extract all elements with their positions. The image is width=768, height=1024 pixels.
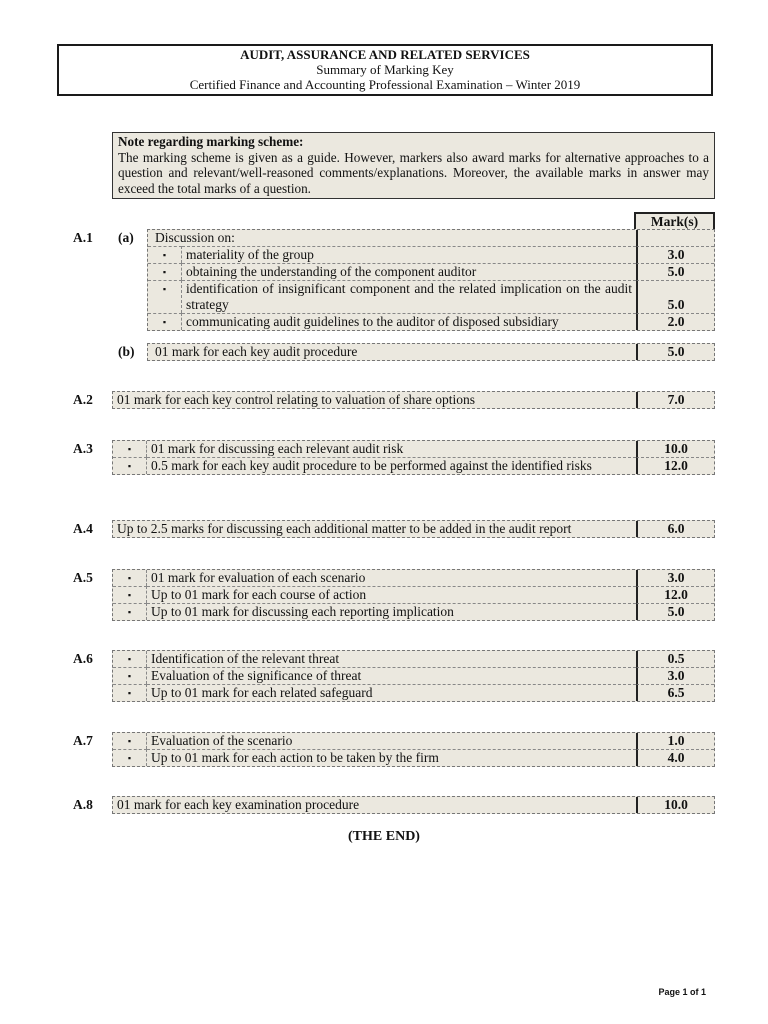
criterion-text: identification of insignificant component and the related implication on the audit strategy: [182, 280, 636, 313]
criterion-text: 01 mark for each key examination procedure: [117, 797, 360, 812]
mark-value: 5.0: [636, 603, 714, 620]
question-label-a3: A.3: [73, 441, 93, 456]
marking-table-a2: [112, 391, 715, 409]
criterion-text: communicating audit guidelines to the auditor of disposed subsidiary: [182, 313, 636, 330]
criterion-text: Evaluation of the scenario: [151, 733, 293, 748]
marking-table-a5: [112, 569, 715, 621]
document-title: AUDIT, ASSURANCE AND RELATED SERVICES: [240, 47, 530, 62]
criterion-text: 01 mark for each key control relating to valuation of share options: [117, 392, 476, 407]
marking-table-a3: [112, 440, 715, 475]
criterion-text: 01 mark for evaluation of each scenario: [151, 570, 366, 585]
criterion-text: Up to 01 mark for each course of action: [147, 586, 636, 603]
bullet-icon: ▪: [113, 586, 147, 603]
page-number: Page 1 of 1: [658, 987, 706, 997]
mark-value: 0.5: [636, 651, 714, 667]
mark-value: 10.0: [636, 797, 714, 813]
note-body: The marking scheme is given as a guide. However, markers also award marks for alternative approaches to a question and relevant/well-reasoned comments/explanations. Moreover, the available marks in answer may exceed the total marks of a question.: [118, 149, 709, 196]
criterion-text: 01 mark for each key audit procedure: [155, 344, 358, 359]
bullet-icon: ▪: [148, 246, 182, 263]
bullet-icon: ▪: [113, 441, 147, 457]
bullet-icon: ▪: [113, 749, 147, 766]
question-label-a1: A.1: [73, 230, 93, 245]
criterion-text: materiality of the group: [182, 246, 636, 263]
criterion-text: Identification of the relevant threat: [151, 651, 340, 666]
mark-value: 6.5: [636, 684, 714, 701]
intro-text: Discussion on:: [155, 230, 235, 245]
mark-value: 5.0: [636, 263, 714, 280]
criterion-text: 0.5 mark for each key audit procedure to be performed against the identified risks: [147, 457, 636, 474]
mark-cell: [636, 230, 714, 246]
mark-value: 3.0: [636, 667, 714, 684]
marking-table-a4: [112, 520, 715, 538]
criterion-text: Up to 01 mark for each related safeguard: [147, 684, 636, 701]
marking-table-a8: [112, 796, 715, 814]
bullet-icon: ▪: [113, 603, 147, 620]
bullet-icon: ▪: [113, 457, 147, 474]
question-label-a4: A.4: [73, 521, 93, 536]
mark-value: 3.0: [636, 246, 714, 263]
marking-table-a6: [112, 650, 715, 702]
mark-value: 5.0: [636, 344, 714, 360]
part-label-a1-b: (b): [118, 344, 135, 359]
mark-value: 1.0: [636, 733, 714, 749]
question-label-a5: A.5: [73, 570, 93, 585]
mark-value: 12.0: [636, 586, 714, 603]
note-heading: Note regarding marking scheme:: [118, 134, 304, 149]
mark-value: 7.0: [636, 392, 714, 408]
bullet-icon: ▪: [148, 280, 182, 313]
part-label-a1-a: (a): [118, 230, 134, 245]
criterion-text: Up to 01 mark for each action to be taken by the firm: [147, 749, 636, 766]
exam-name: Certified Finance and Accounting Professional Examination – Winter 2019: [189, 77, 581, 92]
criterion-text: Evaluation of the significance of threat: [147, 667, 636, 684]
question-label-a6: A.6: [73, 651, 93, 666]
question-label-a2: A.2: [73, 392, 93, 407]
mark-value: 5.0: [636, 280, 714, 313]
question-label-a7: A.7: [73, 733, 93, 748]
mark-value: 12.0: [636, 457, 714, 474]
mark-value: 3.0: [636, 570, 714, 586]
marking-table-a1-a: [147, 229, 715, 331]
end-marker: (THE END): [348, 829, 420, 844]
bullet-icon: ▪: [113, 684, 147, 701]
marking-scheme-note: [112, 132, 715, 199]
bullet-icon: ▪: [148, 263, 182, 280]
marking-table-a7: [112, 732, 715, 767]
criterion-text: obtaining the understanding of the component auditor: [182, 263, 636, 280]
document-header: [57, 44, 713, 96]
document-subtitle: Summary of Marking Key: [316, 62, 454, 77]
mark-value: 4.0: [636, 749, 714, 766]
bullet-icon: ▪: [113, 667, 147, 684]
marks-column-header: Mark(s): [634, 212, 715, 230]
bullet-icon: ▪: [113, 733, 147, 749]
criterion-text: Up to 2.5 marks for discussing each additional matter to be added in the audit report: [117, 521, 572, 536]
bullet-icon: ▪: [148, 313, 182, 330]
criterion-text: 01 mark for discussing each relevant audit risk: [151, 441, 404, 456]
mark-value: 2.0: [636, 313, 714, 330]
question-label-a8: A.8: [73, 797, 93, 812]
bullet-icon: ▪: [113, 570, 147, 586]
mark-value: 10.0: [636, 441, 714, 457]
bullet-icon: ▪: [113, 651, 147, 667]
marking-table-a1-b: [147, 343, 715, 361]
criterion-text: Up to 01 mark for discussing each reporting implication: [147, 603, 636, 620]
mark-value: 6.0: [636, 521, 714, 537]
